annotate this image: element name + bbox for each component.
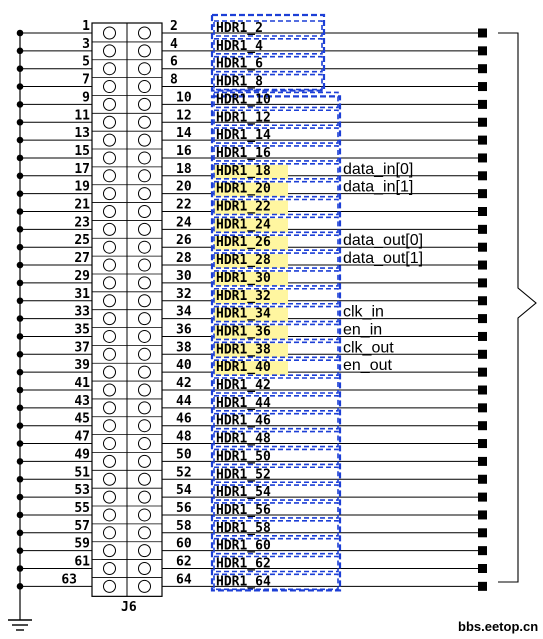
pin-circle-odd[interactable] xyxy=(104,384,116,396)
net-label: HDR1_18 xyxy=(216,163,271,179)
pin-circle-even[interactable] xyxy=(139,563,151,575)
junction-dot xyxy=(17,547,24,554)
pin-number-odd: 27 xyxy=(74,251,90,267)
junction-dot xyxy=(17,280,24,287)
wire-terminal xyxy=(478,243,487,252)
net-label: HDR1_26 xyxy=(216,235,271,251)
pin-circle-odd[interactable] xyxy=(104,348,116,360)
pin-number-even: 44 xyxy=(176,393,192,409)
pin-number-even: 28 xyxy=(176,251,192,267)
pin-circle-even[interactable] xyxy=(139,81,151,93)
pin-circle-even[interactable] xyxy=(139,134,151,146)
pin-circle-even[interactable] xyxy=(139,366,151,378)
pin-number-odd: 15 xyxy=(74,143,90,159)
pin-number-even: 64 xyxy=(176,572,192,588)
wire-terminal xyxy=(478,421,487,430)
wire-terminal xyxy=(478,82,487,91)
wire-terminal xyxy=(478,171,487,180)
pin-circle-odd[interactable] xyxy=(104,152,116,164)
pin-number-even: 46 xyxy=(176,411,192,427)
junction-dot xyxy=(17,262,24,269)
pin-circle-odd[interactable] xyxy=(104,277,116,289)
pin-number-odd: 57 xyxy=(74,518,90,534)
pin-number-odd: 5 xyxy=(82,54,90,70)
net-label: HDR1_24 xyxy=(216,217,271,233)
pin-circle-even[interactable] xyxy=(139,438,151,450)
pin-circle-odd[interactable] xyxy=(104,509,116,521)
junction-dot xyxy=(17,351,24,358)
net-label: HDR1_14 xyxy=(216,128,271,144)
pin-circle-even[interactable] xyxy=(139,384,151,396)
pin-number-odd: 7 xyxy=(82,72,90,88)
pin-number-even: 40 xyxy=(176,358,192,374)
junction-dot xyxy=(17,476,24,483)
pin-circle-odd[interactable] xyxy=(104,313,116,325)
net-label: HDR1_16 xyxy=(216,145,271,161)
pin-number-odd: 39 xyxy=(74,358,90,374)
wire-terminal xyxy=(478,136,487,145)
junction-dot xyxy=(17,512,24,519)
pin-number-odd: 49 xyxy=(74,447,90,463)
pin-circle-even[interactable] xyxy=(139,527,151,539)
pin-circle-even[interactable] xyxy=(139,313,151,325)
net-label: HDR1_44 xyxy=(216,395,271,411)
pin-number-odd: 63 xyxy=(61,572,77,588)
pin-number-even: 36 xyxy=(176,322,192,338)
wire-terminal xyxy=(478,528,487,537)
net-label: HDR1_52 xyxy=(216,467,271,483)
pin-number-odd: 25 xyxy=(74,233,90,249)
wire-terminal xyxy=(478,350,487,359)
pin-number-even: 2 xyxy=(170,19,178,34)
pin-number-even: 12 xyxy=(176,108,192,124)
net-label: HDR1_58 xyxy=(216,520,271,536)
junction-dot xyxy=(17,190,24,197)
pin-number-odd: 37 xyxy=(74,340,90,356)
junction-dot xyxy=(17,65,24,72)
pin-circle-odd[interactable] xyxy=(104,473,116,485)
pin-number-odd: 47 xyxy=(74,429,90,445)
pin-number-odd: 43 xyxy=(74,393,90,409)
pin-number-even: 10 xyxy=(176,90,192,106)
pin-number-even: 18 xyxy=(176,161,192,177)
pin-number-odd: 21 xyxy=(74,197,90,213)
pin-circle-even[interactable] xyxy=(139,45,151,57)
net-label: HDR1_40 xyxy=(216,360,271,376)
pin-circle-even[interactable] xyxy=(139,152,151,164)
wire-terminal xyxy=(478,100,487,109)
pin-circle-odd[interactable] xyxy=(104,259,116,271)
pin-circle-even[interactable] xyxy=(139,348,151,360)
net-label: HDR1_4 xyxy=(216,38,263,54)
wire-terminal xyxy=(478,386,487,395)
pin-circle-even[interactable] xyxy=(139,223,151,235)
signal-label-7: en_out xyxy=(343,357,392,375)
junction-dot xyxy=(17,137,24,144)
wire-terminal xyxy=(478,46,487,55)
pin-circle-odd[interactable] xyxy=(104,563,116,575)
junction-dot xyxy=(17,173,24,180)
pin-circle-odd[interactable] xyxy=(104,438,116,450)
pin-number-odd: 33 xyxy=(74,304,90,320)
wire-terminal xyxy=(478,493,487,502)
pin-circle-even[interactable] xyxy=(139,455,151,467)
net-label: HDR1_32 xyxy=(216,288,271,304)
net-label: HDR1_46 xyxy=(216,413,271,429)
junction-dot xyxy=(17,244,24,251)
pin-number-even: 58 xyxy=(176,518,192,534)
pin-circle-even[interactable] xyxy=(139,241,151,253)
pin-circle-even[interactable] xyxy=(139,580,151,592)
signal-label-1: data_in[1] xyxy=(343,178,414,196)
pin-number-odd: 35 xyxy=(74,322,90,338)
pin-circle-odd[interactable] xyxy=(104,134,116,146)
pin-number-even: 22 xyxy=(176,197,192,213)
net-label: HDR1_36 xyxy=(216,324,271,340)
pin-circle-odd[interactable] xyxy=(104,81,116,93)
wire-terminal xyxy=(478,368,487,377)
pin-circle-even[interactable] xyxy=(139,295,151,307)
pin-number-odd: 55 xyxy=(74,500,90,516)
wire-terminal xyxy=(478,189,487,198)
pin-circle-even[interactable] xyxy=(139,188,151,200)
net-label: HDR1_42 xyxy=(216,378,271,393)
pin-number-even: 56 xyxy=(176,500,192,516)
wire-terminal xyxy=(478,64,487,73)
signal-label-4: clk_in xyxy=(343,303,384,321)
pin-circle-odd[interactable] xyxy=(104,527,116,539)
pin-number-even: 24 xyxy=(176,215,192,231)
net-label: HDR1_12 xyxy=(216,110,271,126)
pin-number-even: 42 xyxy=(176,376,192,391)
junction-dot xyxy=(17,458,24,465)
signal-label-5: en_in xyxy=(343,321,383,339)
junction-dot xyxy=(17,422,24,429)
pin-number-even: 16 xyxy=(176,143,192,159)
pin-number-odd: 29 xyxy=(74,268,90,284)
pin-circle-odd[interactable] xyxy=(104,455,116,467)
net-label: HDR1_6 xyxy=(216,56,263,72)
pin-number-even: 38 xyxy=(176,340,192,356)
pin-circle-odd[interactable] xyxy=(104,241,116,253)
pin-number-odd: 41 xyxy=(74,376,90,391)
net-label: HDR1_50 xyxy=(216,449,271,465)
wire-terminal xyxy=(478,29,487,38)
signal-label-6: clk_out xyxy=(343,339,394,357)
pin-circle-even[interactable] xyxy=(139,330,151,342)
junction-dot xyxy=(17,226,24,233)
net-label: HDR1_34 xyxy=(216,306,271,322)
wire-terminal xyxy=(478,510,487,519)
wire-terminal xyxy=(478,207,487,216)
junction-dot xyxy=(17,405,24,412)
junction-dot xyxy=(17,208,24,215)
pin-number-odd: 3 xyxy=(82,36,90,52)
pin-number-odd: 31 xyxy=(74,286,90,302)
pin-circle-even[interactable] xyxy=(139,206,151,218)
pin-number-odd: 19 xyxy=(74,179,90,195)
pin-number-odd: 11 xyxy=(74,108,90,124)
net-label: HDR1_48 xyxy=(216,431,271,447)
pin-number-odd: 17 xyxy=(74,161,90,177)
net-label: HDR1_56 xyxy=(216,502,271,518)
junction-dot xyxy=(17,119,24,126)
pin-circle-odd[interactable] xyxy=(104,45,116,57)
net-label: HDR1_20 xyxy=(216,181,271,197)
net-label: HDR1_60 xyxy=(216,538,271,554)
pin-circle-odd[interactable] xyxy=(104,63,116,75)
pin-circle-odd[interactable] xyxy=(104,491,116,503)
junction-dot xyxy=(17,315,24,322)
junction-dot xyxy=(17,440,24,447)
pin-number-odd: 9 xyxy=(82,90,90,106)
pin-number-even: 30 xyxy=(176,268,192,284)
net-label: HDR1_38 xyxy=(216,342,271,358)
pin-number-odd: 51 xyxy=(74,465,90,481)
pin-number-even: 8 xyxy=(170,72,178,88)
junction-dot xyxy=(17,333,24,340)
junction-dot xyxy=(17,297,24,304)
pin-number-even: 6 xyxy=(170,54,178,70)
wire-terminal xyxy=(478,261,487,270)
pin-number-even: 4 xyxy=(170,36,178,52)
pin-circle-odd[interactable] xyxy=(104,580,116,592)
net-label: HDR1_2 xyxy=(216,21,263,36)
pin-number-odd: 53 xyxy=(74,483,90,499)
pin-number-even: 54 xyxy=(176,483,192,499)
pin-circle-odd[interactable] xyxy=(104,402,116,414)
junction-dot xyxy=(17,530,24,537)
pin-number-odd: 13 xyxy=(74,126,90,142)
pin-circle-odd[interactable] xyxy=(104,170,116,182)
wire-terminal xyxy=(478,153,487,162)
junction-dot xyxy=(17,30,24,37)
pin-number-even: 48 xyxy=(176,429,192,445)
wire-terminal xyxy=(478,439,487,448)
pin-circle-even[interactable] xyxy=(139,277,151,289)
junction-dot xyxy=(17,565,24,572)
pin-circle-even[interactable] xyxy=(139,491,151,503)
wire-terminal xyxy=(478,314,487,323)
wire-terminal xyxy=(478,546,487,555)
pin-circle-even[interactable] xyxy=(139,509,151,521)
pin-number-even: 26 xyxy=(176,233,192,249)
pin-circle-even[interactable] xyxy=(139,259,151,271)
net-label: HDR1_64 xyxy=(216,574,271,590)
wire-terminal xyxy=(478,278,487,287)
pin-circle-even[interactable] xyxy=(139,473,151,485)
signal-label-2: data_out[0] xyxy=(343,232,424,250)
pin-number-odd: 23 xyxy=(74,215,90,231)
junction-dot xyxy=(17,101,24,108)
net-label: HDR1_22 xyxy=(216,199,271,215)
pin-number-even: 50 xyxy=(176,447,192,463)
pin-number-odd: 59 xyxy=(74,536,90,552)
junction-dot xyxy=(17,583,24,590)
connector-reference-label: J6 xyxy=(121,600,137,615)
wire-terminal xyxy=(478,475,487,484)
pin-number-odd: 61 xyxy=(74,554,90,570)
pin-circle-odd[interactable] xyxy=(104,420,116,432)
pin-number-odd: 45 xyxy=(74,411,90,427)
pin-circle-odd[interactable] xyxy=(104,98,116,110)
wire-terminal xyxy=(478,118,487,127)
pin-number-odd: 1 xyxy=(82,19,90,34)
pin-circle-odd[interactable] xyxy=(104,223,116,235)
wire-terminal xyxy=(478,457,487,466)
watermark: bbs.eetop.cn xyxy=(458,619,539,634)
bus-bracket xyxy=(498,33,536,582)
connector-j6-body[interactable] xyxy=(92,23,162,596)
junction-dot xyxy=(17,155,24,162)
wire-terminal xyxy=(478,582,487,591)
pin-circle-even[interactable] xyxy=(139,116,151,128)
signal-label-3: data_out[1] xyxy=(343,250,424,268)
wire-terminal xyxy=(478,564,487,573)
pin-circle-odd[interactable] xyxy=(104,366,116,378)
pin-circle-odd[interactable] xyxy=(104,295,116,307)
pin-circle-even[interactable] xyxy=(139,545,151,557)
pin-number-even: 14 xyxy=(176,126,192,142)
pin-circle-even[interactable] xyxy=(139,63,151,75)
pin-number-even: 34 xyxy=(176,304,192,320)
pin-circle-odd[interactable] xyxy=(104,116,116,128)
pin-circle-odd[interactable] xyxy=(104,27,116,39)
pin-circle-odd[interactable] xyxy=(104,545,116,557)
wire-terminal xyxy=(478,225,487,234)
wire-terminal xyxy=(478,403,487,412)
pin-circle-even[interactable] xyxy=(139,27,151,39)
net-label: HDR1_8 xyxy=(216,74,263,90)
pin-number-even: 20 xyxy=(176,179,192,195)
junction-dot xyxy=(17,369,24,376)
pin-circle-even[interactable] xyxy=(139,402,151,414)
net-label: HDR1_28 xyxy=(216,253,271,269)
pin-circle-even[interactable] xyxy=(139,98,151,110)
junction-dot xyxy=(17,48,24,55)
junction-dot xyxy=(17,387,24,394)
pin-circle-even[interactable] xyxy=(139,170,151,182)
signal-label-0: data_in[0] xyxy=(343,160,414,178)
wire-terminal xyxy=(478,296,487,305)
junction-dot xyxy=(17,494,24,501)
pin-circle-odd[interactable] xyxy=(104,206,116,218)
pin-number-even: 32 xyxy=(176,286,192,302)
net-label: HDR1_30 xyxy=(216,270,271,286)
net-label: HDR1_62 xyxy=(216,556,271,572)
junction-dot xyxy=(17,83,24,90)
net-label: HDR1_10 xyxy=(216,92,271,108)
pin-circle-odd[interactable] xyxy=(104,330,116,342)
wire-terminal xyxy=(478,332,487,341)
pin-number-even: 62 xyxy=(176,554,192,570)
net-label: HDR1_54 xyxy=(216,485,271,501)
pin-number-even: 52 xyxy=(176,465,192,481)
pin-circle-even[interactable] xyxy=(139,420,151,432)
pin-number-even: 60 xyxy=(176,536,192,552)
pin-circle-odd[interactable] xyxy=(104,188,116,200)
